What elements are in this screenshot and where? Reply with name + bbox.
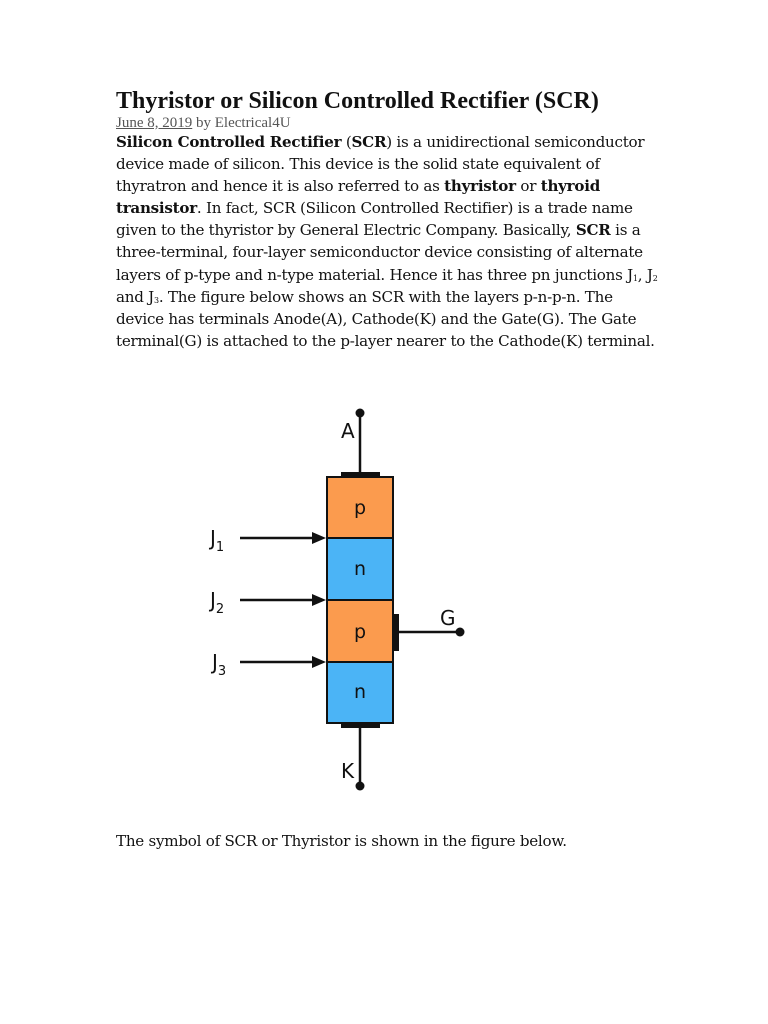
layer-label: p [353, 497, 367, 519]
junction-3-label [210, 650, 226, 679]
intro-paragraph [116, 131, 664, 352]
junction-subscript: 3 [153, 295, 159, 305]
gate-label: G [440, 606, 456, 630]
text-run: or [515, 177, 541, 196]
junction-subscript: 2 [652, 273, 658, 283]
junction-2-arrowhead [312, 594, 326, 606]
text-run: , J [637, 265, 653, 284]
junction-1-label [208, 526, 224, 555]
anode-label: A [341, 419, 355, 443]
layer-label: n [353, 681, 367, 703]
author-name: Electrical4U [214, 115, 291, 131]
layer-label: p [353, 621, 367, 643]
article-title: Thyristor or Silicon Controlled Rectifier (SCR) [116, 88, 599, 114]
byline [116, 114, 291, 132]
junction-letter: J [210, 526, 216, 550]
junction-subscript: 2 [215, 602, 225, 617]
text-run: ) is a unidirectional semiconductor device made of silicon. This device is the solid state equivalent of thyratron and hence it is also referred to as [116, 133, 645, 196]
text-run: and J [116, 287, 154, 306]
term-scr-2: SCR [575, 221, 611, 240]
junction-subscript: 1 [215, 540, 225, 555]
cathode-label: K [341, 759, 355, 783]
junction-letter: J [212, 650, 218, 674]
junction-2-label [208, 588, 224, 617]
term-scr: SCR [351, 133, 387, 151]
junction-subscript: 1 [632, 273, 638, 283]
term-silicon-controlled-rectifier: Silicon Controlled Rectifier [116, 133, 342, 151]
layer-label: n [353, 558, 367, 580]
text-run: ( [341, 133, 352, 151]
junction-letter: J [210, 588, 216, 612]
junction-3-arrowhead [312, 656, 326, 668]
cathode-terminal-dot [356, 782, 365, 791]
text-run: is a three-terminal, four-layer semiconductor device consisting of alternate layers of p-type and n-type material. Hence it has three pn junctions J [116, 221, 643, 284]
byline-by: by [196, 115, 211, 131]
gate-terminal-dot [456, 628, 465, 637]
post-date-link[interactable]: June 8, 2019 [116, 115, 193, 131]
text-run: . The figure below shows an SCR with the layers p-n-p-n. The device has terminals Anode(A), Cathode(K) and the Gate(G). The Gate terminal(G) is attached to the p-layer nearer to the Cathode(K) terminal. [116, 287, 655, 350]
figure-caption: The symbol of SCR or Thyristor is shown in the figure below. [116, 832, 567, 850]
junction-subscript: 3 [217, 664, 227, 679]
scr-layer-diagram [190, 400, 480, 800]
term-thyroid-transistor: thyroid transistor [116, 177, 600, 218]
term-thyristor: thyristor [444, 177, 516, 196]
junction-1-arrowhead [312, 532, 326, 544]
text-run: . In fact, SCR (Silicon Controlled Rectifier) is a trade name given to the thyristor by General Electric Company. Basically, [116, 199, 633, 240]
